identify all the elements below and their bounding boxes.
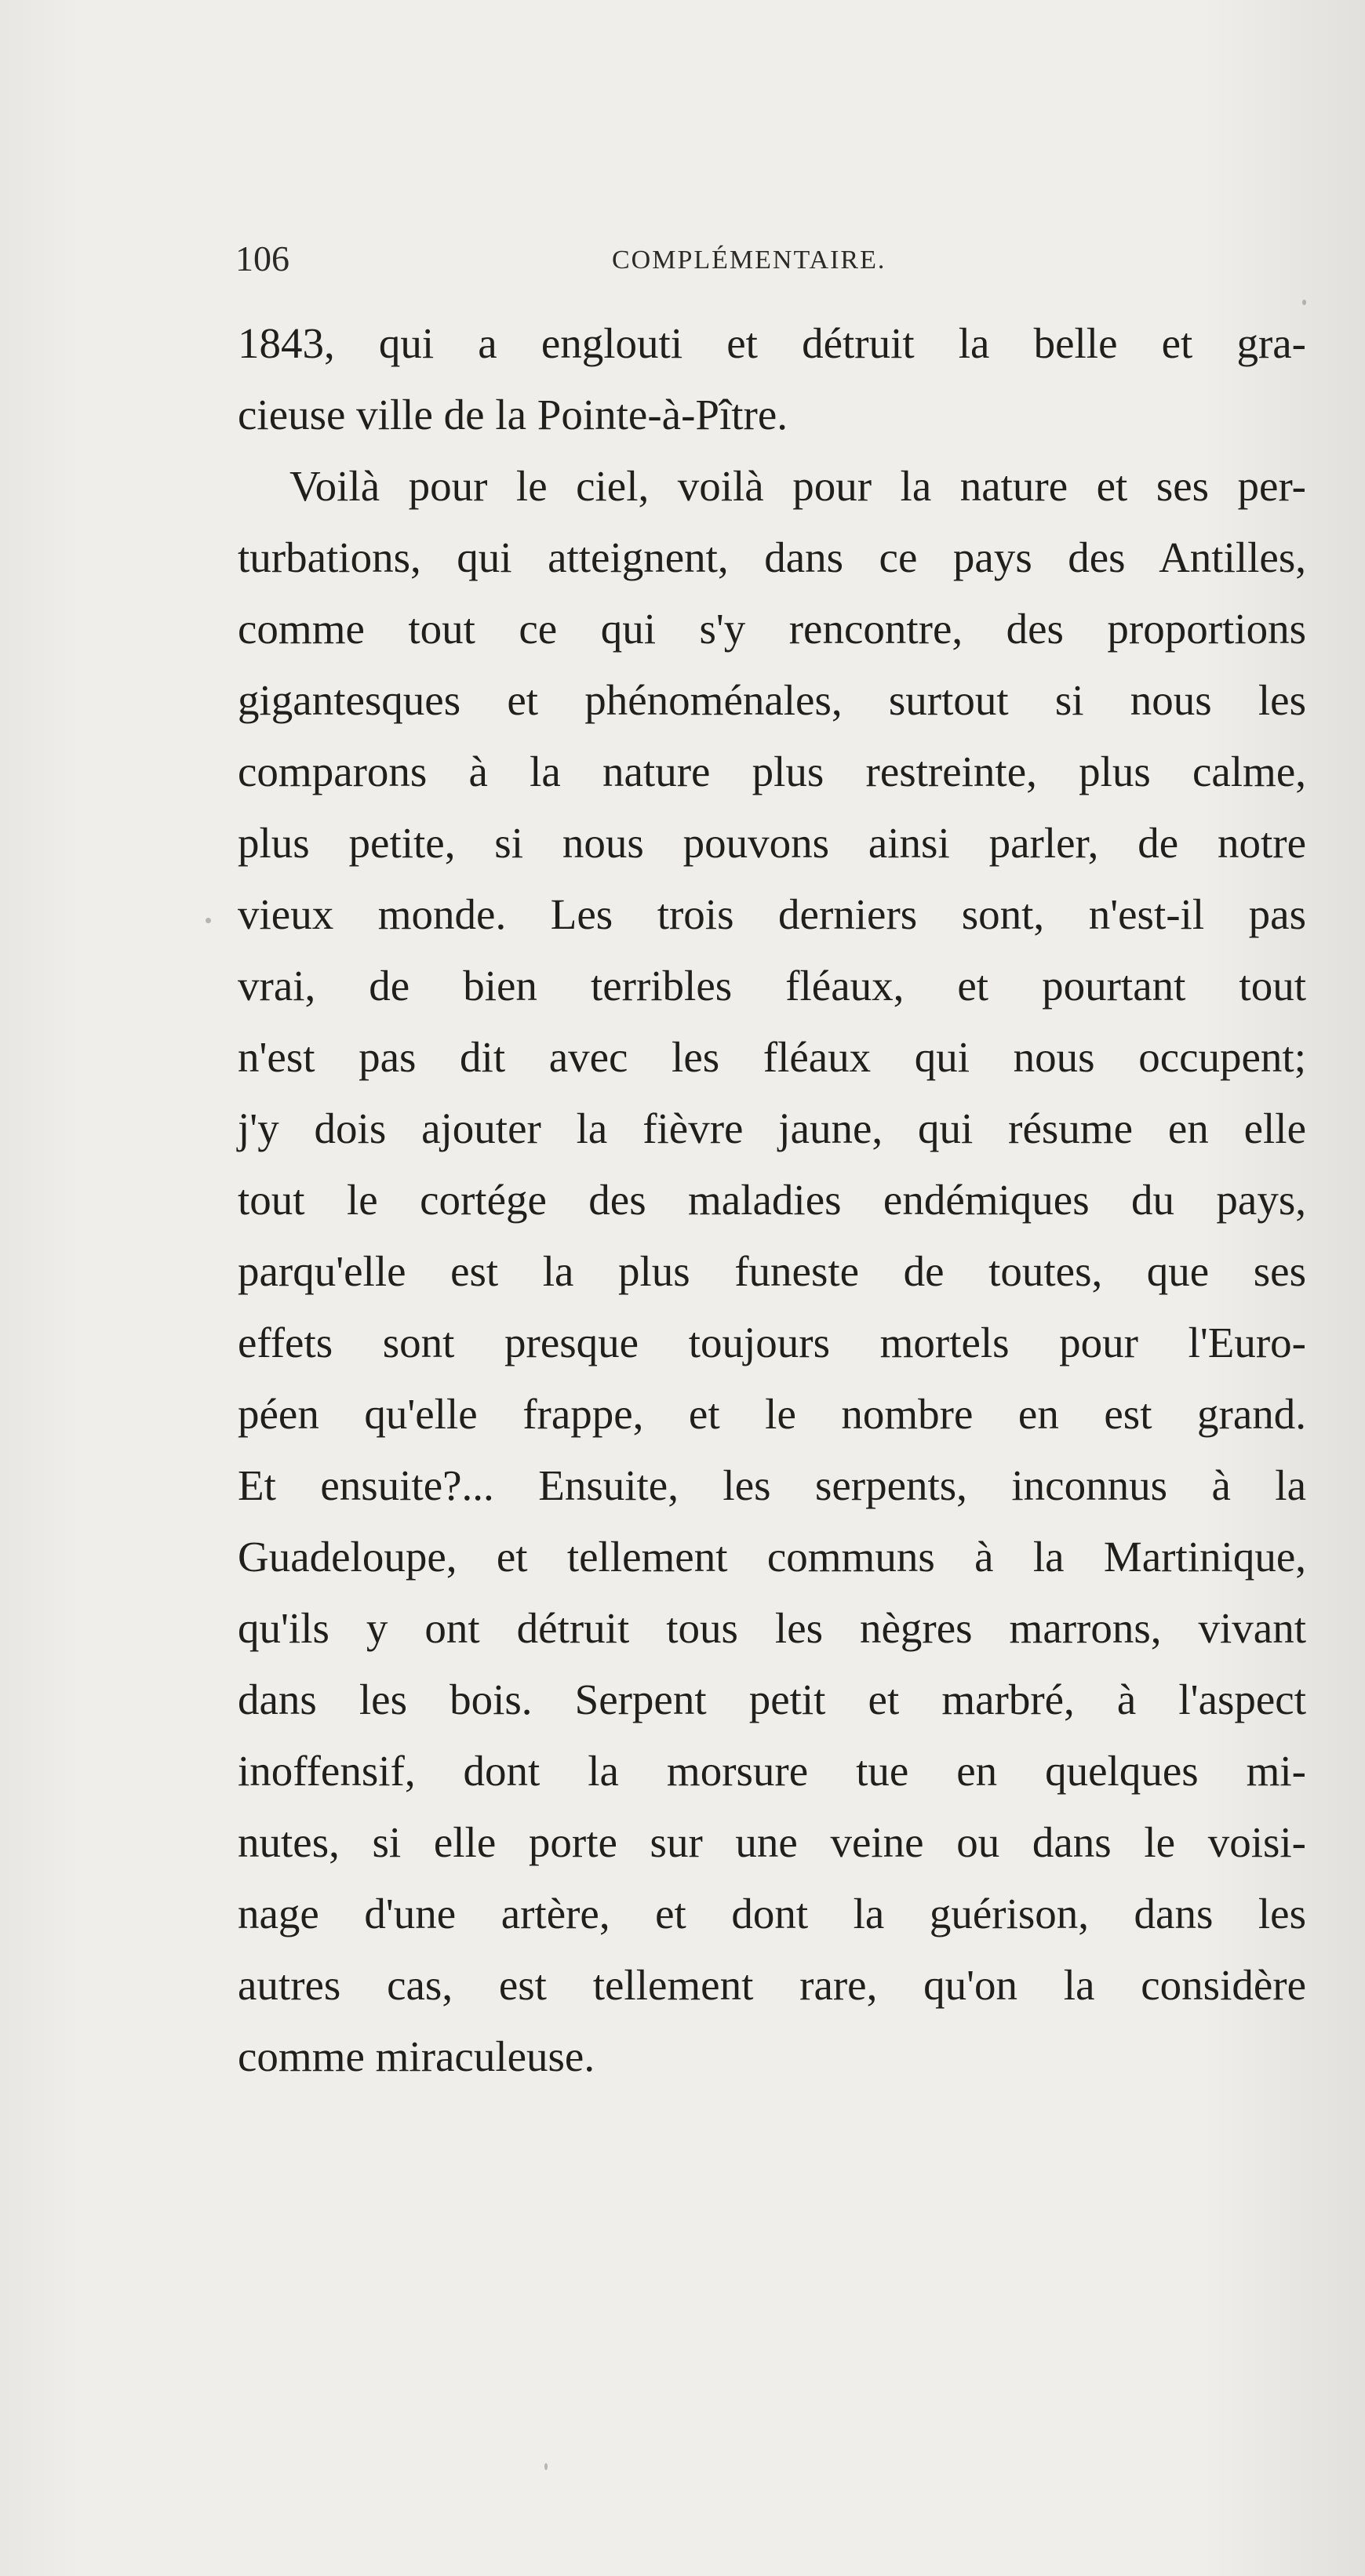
text-line: comme miraculeuse. bbox=[238, 2032, 595, 2080]
body-text bbox=[238, 307, 1306, 2092]
text-line: comme tout ce qui s'y rencontre, des proportions bbox=[238, 605, 1306, 653]
text-line: j'y dois ajouter la fièvre jaune, qui résume en elle bbox=[238, 1104, 1306, 1152]
text-line: gigantesques et phénoménales, surtout si nous les bbox=[238, 676, 1306, 724]
text-line: plus petite, si nous pouvons ainsi parler, de notre bbox=[238, 819, 1306, 867]
paper-speck bbox=[206, 918, 211, 923]
page-number: 106 bbox=[235, 238, 289, 278]
running-head bbox=[235, 235, 1302, 282]
text-line: Voilà pour le ciel, voilà pour la nature et ses per- bbox=[289, 462, 1306, 510]
text-line: qu'ils y ont détruit tous les nègres marrons, vivant bbox=[238, 1604, 1306, 1652]
text-line: dans les bois. Serpent petit et marbré, à l'aspect bbox=[238, 1675, 1306, 1723]
text-line: inoffensif, dont la morsure tue en quelques mi- bbox=[238, 1747, 1306, 1795]
text-line: vieux monde. Les trois derniers sont, n'est-il pas bbox=[238, 890, 1306, 938]
text-line: cieuse ville de la Pointe-à-Pître. bbox=[238, 391, 788, 438]
text-line: parqu'elle est la plus funeste de toutes, que ses bbox=[238, 1247, 1306, 1295]
text-line: vrai, de bien terribles fléaux, et pourtant tout bbox=[238, 962, 1306, 1010]
text-line: autres cas, est tellement rare, qu'on la considère bbox=[238, 1961, 1306, 2009]
text-line: tout le cortége des maladies endémiques du pays, bbox=[238, 1176, 1306, 1224]
paper-speck bbox=[1302, 300, 1306, 305]
text-line: 1843, qui a englouti et détruit la belle et gra- bbox=[238, 319, 1306, 367]
text-line: Et ensuite?... Ensuite, les serpents, inconnus à la bbox=[238, 1461, 1306, 1509]
text-line: nutes, si elle porte sur une veine ou dans le voisi- bbox=[238, 1818, 1306, 1866]
running-title: COMPLÉMENTAIRE. bbox=[612, 246, 886, 275]
text-line: péen qu'elle frappe, et le nombre en est grand. bbox=[238, 1390, 1306, 1438]
text-line: n'est pas dit avec les fléaux qui nous occupent; bbox=[238, 1033, 1306, 1081]
text-line: turbations, qui atteignent, dans ce pays des Antilles, bbox=[238, 533, 1306, 581]
text-line: effets sont presque toujours mortels pour l'Euro- bbox=[238, 1319, 1306, 1366]
text-line: nage d'une artère, et dont la guérison, dans les bbox=[238, 1890, 1306, 1937]
paper-speck bbox=[544, 2463, 548, 2470]
text-line: comparons à la nature plus restreinte, plus calme, bbox=[238, 748, 1306, 795]
text-line: Guadeloupe, et tellement communs à la Martinique, bbox=[238, 1533, 1306, 1581]
